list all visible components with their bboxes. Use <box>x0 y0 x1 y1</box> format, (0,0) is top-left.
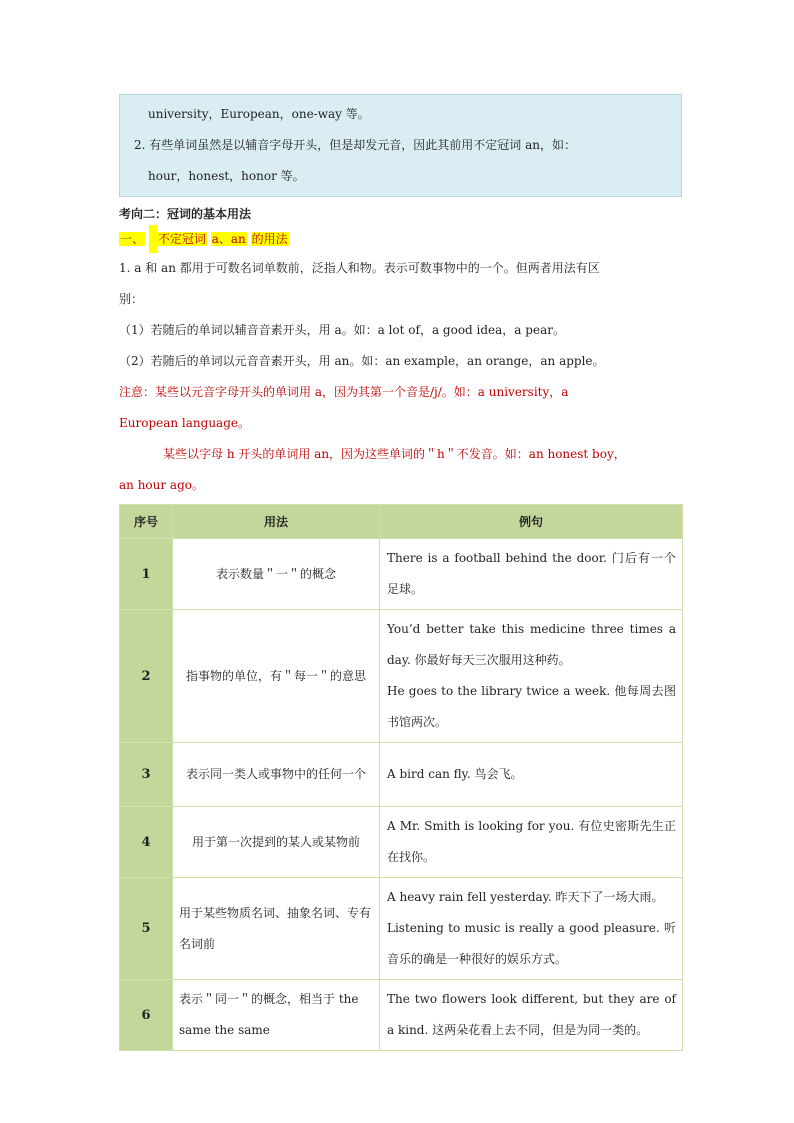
header-example: 例句 <box>380 505 683 539</box>
header-number: 序号 <box>120 505 173 539</box>
row-usage: 指事物的单位，有＂每一＂的意思 <box>173 610 380 743</box>
subheading-part1: 不定冠词 <box>157 232 206 246</box>
subheading <box>119 225 682 253</box>
row-example: There is a football behind the door. 门后有一个足球。 <box>380 539 683 610</box>
table-row <box>120 807 683 878</box>
row-usage: 表示数量＂一＂的概念 <box>173 539 380 610</box>
table-row <box>120 878 683 980</box>
paragraph-1a: 1. a 和 an 都用于可数名词单数前，泛指人和物。表示可数事物中的一个。但两者用法有区 <box>119 261 600 275</box>
row-usage: 用于第一次提到的某人或某物前 <box>173 807 380 878</box>
note-line-2: 2. 有些单词虽然是以辅音字母开头，但是却发元音，因此其前用不定冠词 an，如： <box>134 138 576 152</box>
table-row <box>120 980 683 1051</box>
paragraph-1b: 别： <box>119 292 144 306</box>
row-number: 1 <box>120 539 173 610</box>
row-number: 5 <box>120 878 173 980</box>
note-line-1: university，European，one-way 等。 <box>148 107 370 121</box>
row-example: A bird can fly. 鸟会飞。 <box>380 743 683 807</box>
section-title: 考向二：冠词的基本用法 <box>119 207 252 221</box>
row-number: 4 <box>120 807 173 878</box>
page-content <box>119 94 682 1051</box>
header-usage: 用法 <box>173 505 380 539</box>
table-row <box>120 539 683 610</box>
table-row <box>120 743 683 807</box>
row-example-line-2: He goes to the library twice a week. 他每周去图书馆两次。 <box>387 684 676 729</box>
subheading-prefix: 一、 <box>120 232 145 246</box>
row-example-line-1: You’d better take this medicine three times a day. 你最好每天三次服用这种药。 <box>387 622 676 667</box>
note-red-2: European language。 <box>119 416 250 430</box>
usage-table <box>119 504 683 1051</box>
row-example-line-1: A heavy rain fell yesterday. 昨天下了一场大雨。 <box>387 890 664 904</box>
row-example-line-2: Listening to music is really a good pleasure. 听音乐的确是一种很好的娱乐方式。 <box>387 921 676 966</box>
subheading-part2: a、an <box>211 232 246 246</box>
note-box <box>119 94 682 197</box>
table-row <box>120 610 683 743</box>
row-example <box>380 610 683 743</box>
paragraph-2: （1）若随后的单词以辅音音素开头，用 a。如：a lot of，a good idea，a pear。 <box>119 323 565 337</box>
row-usage: 表示同一类人或事物中的任何一个 <box>173 743 380 807</box>
row-number: 6 <box>120 980 173 1051</box>
subheading-part3: 的用法 <box>251 232 288 246</box>
row-number: 2 <box>120 610 173 743</box>
note-red-3: 某些以字母 h 开头的单词用 an，因为这些单词的＂h＂不发音。如：an honest boy， <box>163 447 626 461</box>
table-header-row <box>120 505 683 539</box>
note-red-4: an hour ago。 <box>119 478 204 492</box>
row-example <box>380 878 683 980</box>
row-number: 3 <box>120 743 173 807</box>
note-line-3: hour，honest，honor 等。 <box>148 169 305 183</box>
row-usage: 用于某些物质名词、抽象名词、专有名词前 <box>173 878 380 980</box>
paragraph-3: （2）若随后的单词以元音音素开头，用 an。如：an example，an orange，an apple。 <box>119 354 605 368</box>
note-red-1: 注意：某些以元音字母开头的单词用 a，因为其第一个音是/j/。如：a university，a <box>119 385 569 399</box>
row-example: The two flowers look different, but they are of a kind. 这两朵花看上去不同，但是为同一类的。 <box>380 980 683 1051</box>
row-usage: 表示＂同一＂的概念，相当于 the same the same <box>173 980 380 1051</box>
row-example: A Mr. Smith is looking for you. 有位史密斯先生正在找你。 <box>380 807 683 878</box>
